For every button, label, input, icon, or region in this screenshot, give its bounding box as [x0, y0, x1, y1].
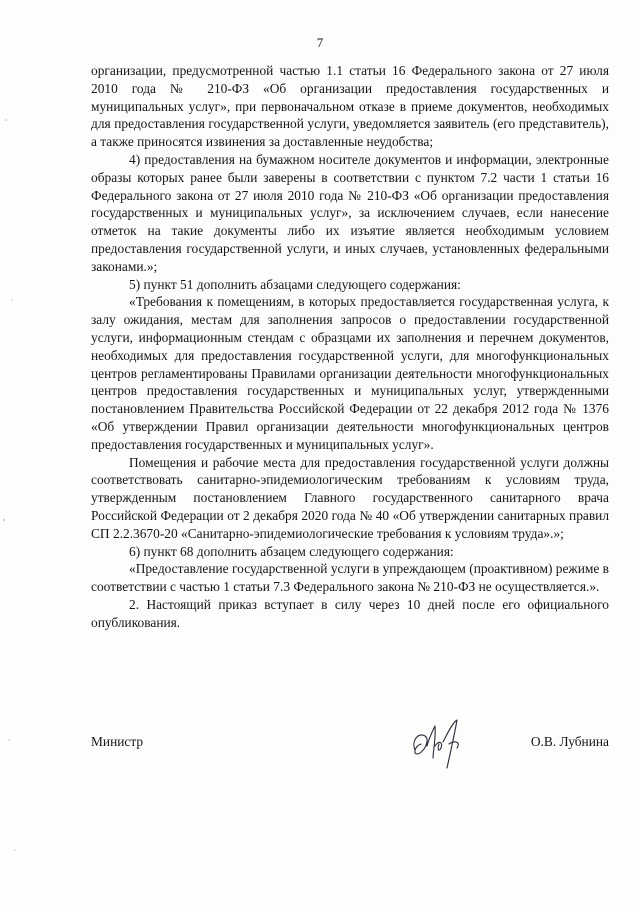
signer-title: Министр	[91, 734, 144, 749]
paragraph-effective-date: 2. Настоящий приказ вступает в силу через 10 дней после его официального опубликования.	[91, 596, 609, 630]
signer-name: О.В. Лубнина	[530, 734, 609, 749]
paragraph-proactive-mode: «Предоставление государственной услуги в упреждающем (проактивном) режиме в соответствии с частью 1 статьи 7.3 Федерального закона № 210-ФЗ не осуществляется.».	[91, 561, 609, 595]
paragraph-requirements-premises: «Требования к помещениям, в которых предоставляется государственная услуга, к залу ожидания, местам для заполнения запросов о предоставлении государственной услуги, информационным стендам с образцами их заполнения и перечнем документов, необходимых для предоставления государственной услуги, для многофункциональных центров регламентированы Правилами организации деятельности многофункциональных центров предоставления государственных и муниципальных услуг, утвержденными постановлением Правительства Российской Федерации от 22 декабря 2012 года № 1376 «Об утверждении Правил организации деятельности многофункциональных центров предоставления государственных и муниципальных услуг».	[91, 294, 609, 452]
handwritten-signature	[409, 716, 471, 772]
signature-block	[91, 722, 609, 772]
paragraph-continuation: организации, предусмотренной частью 1.1 статьи 16 Федерального закона от 27 июля 2010 года № 210-ФЗ «Об организации предоставления государственных и муниципальных услуг», при первоначальном отказе в приеме документов, необходимых для предоставления государственной услуги, уведомляется заявитель (его представитель), а также приносятся извинения за доставленные неудобства;	[91, 63, 609, 150]
page-number: 7	[316, 35, 324, 50]
paragraph-item-4: 4) предоставления на бумажном носителе документов и информации, электронные образы которых ранее были заверены в соответствии с пунктом 7.2 части 1 статьи 16 Федерального закона от 27 июля 2010 года № 210-ФЗ «Об организации предоставления государственных и муниципальных услуг», за исключением случаев, если нанесение отметок на такие документы либо их изъятие является необходимым условием предоставления государственной услуги, и иных случаев, установленных федеральными законами.»;	[91, 151, 609, 274]
paragraph-item-5: 5) пункт 51 дополнить абзацами следующего содержания:	[129, 276, 461, 292]
scan-edge-artifacts	[0, 0, 40, 905]
paragraph-workplaces: Помещения и рабочие места для предоставления государственной услуги должны соответствовать санитарно-эпидемиологическим требованиям к условиям труда, утвержденным постановлением Главного государственного санитарного врача Российской Федерации от 2 декабря 2020 года № 40 «Об утверждении санитарных правил СП 2.2.3670-20 «Санитарно-эпидемиологические требования к условиям труда».»;	[91, 454, 609, 541]
document-body	[91, 62, 609, 632]
paragraph-item-6: 6) пункт 68 дополнить абзацем следующего содержания:	[129, 543, 454, 559]
